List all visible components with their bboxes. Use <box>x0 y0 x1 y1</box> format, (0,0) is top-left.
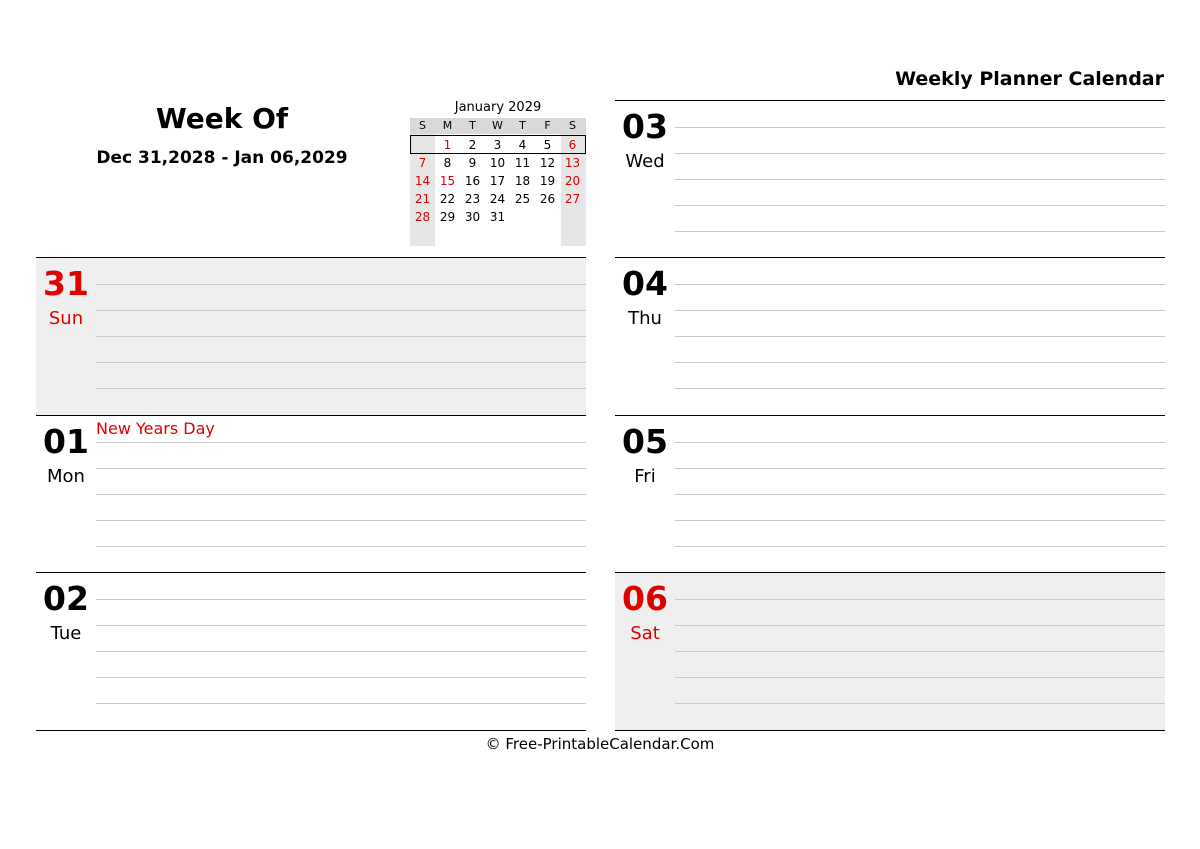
note-line[interactable] <box>675 703 1165 704</box>
note-line[interactable] <box>96 362 586 363</box>
day-block-sat <box>615 572 1165 731</box>
day-name: Fri <box>634 466 656 487</box>
mini-date-cell: 25 <box>514 192 531 206</box>
mini-date-cell: 12 <box>539 156 556 170</box>
note-line[interactable] <box>96 336 586 337</box>
note-line[interactable] <box>675 205 1165 206</box>
mini-date-cell: 28 <box>414 210 431 224</box>
note-line[interactable] <box>96 310 586 311</box>
mini-date-cell: 14 <box>414 174 431 188</box>
mini-calendar-title: January 2029 <box>454 100 542 115</box>
day-number: 01 <box>43 422 89 461</box>
mini-calendar <box>410 98 586 246</box>
note-line[interactable] <box>675 336 1165 337</box>
day-block-wed <box>615 100 1165 258</box>
note-line[interactable] <box>675 388 1165 389</box>
note-line[interactable] <box>675 625 1165 626</box>
day-number: 06 <box>622 579 668 618</box>
left-bottom-divider <box>36 730 586 731</box>
mini-date-cell: 11 <box>514 156 531 170</box>
day-block-thu <box>615 257 1165 415</box>
holiday-label: New Years Day <box>96 419 215 438</box>
note-line[interactable] <box>675 520 1165 521</box>
mini-date-cell: 13 <box>564 156 581 170</box>
mini-weekday-label: S <box>569 119 576 132</box>
note-line[interactable] <box>96 284 586 285</box>
day-name: Thu <box>628 308 662 329</box>
day-block-fri <box>615 415 1165 573</box>
note-line[interactable] <box>96 625 586 626</box>
note-line[interactable] <box>675 494 1165 495</box>
note-line[interactable] <box>96 599 586 600</box>
mini-date-cell: 10 <box>489 156 506 170</box>
mini-date-cell: 2 <box>468 138 477 152</box>
footer-credit: © Free-PrintableCalendar.Com <box>485 735 715 753</box>
note-line[interactable] <box>675 599 1165 600</box>
mini-date-cell: 17 <box>489 174 506 188</box>
right-bottom-divider <box>615 730 1165 731</box>
mini-date-cell: 18 <box>514 174 531 188</box>
mini-weekday-label: S <box>419 119 426 132</box>
day-number: 05 <box>622 422 668 461</box>
mini-date-cell: 26 <box>539 192 556 206</box>
mini-weekday-label: T <box>469 119 476 132</box>
note-line[interactable] <box>675 153 1165 154</box>
week-range: Dec 31,2028 - Jan 06,2029 <box>96 148 348 168</box>
mini-date-cell: 3 <box>493 138 502 152</box>
note-line[interactable] <box>675 310 1165 311</box>
day-name: Tue <box>50 623 82 644</box>
mini-date-cell: 27 <box>564 192 581 206</box>
week-of-heading: Week Of <box>155 102 289 135</box>
mini-date-cell: 31 <box>489 210 506 224</box>
mini-date-cell: 7 <box>418 156 427 170</box>
day-number: 02 <box>43 579 89 618</box>
day-number: 04 <box>622 264 668 303</box>
note-line[interactable] <box>675 677 1165 678</box>
note-line[interactable] <box>96 388 586 389</box>
planner-title: Weekly Planner Calendar <box>895 68 1164 90</box>
note-line[interactable] <box>96 703 586 704</box>
mini-date-cell: 4 <box>518 138 527 152</box>
day-name: Sat <box>630 623 660 644</box>
day-block-mon <box>36 415 586 573</box>
mini-date-cell: 6 <box>568 138 577 152</box>
mini-date-cell: 15 <box>439 174 456 188</box>
mini-date-cell: 8 <box>443 156 452 170</box>
note-line[interactable] <box>675 179 1165 180</box>
mini-weekday-label: F <box>544 119 551 132</box>
day-number: 31 <box>43 264 89 303</box>
mini-date-cell: 23 <box>464 192 481 206</box>
day-name: Wed <box>625 151 665 172</box>
note-line[interactable] <box>96 651 586 652</box>
note-line[interactable] <box>96 468 586 469</box>
day-name: Mon <box>47 466 85 487</box>
note-line[interactable] <box>675 546 1165 547</box>
day-name: Sun <box>48 308 84 329</box>
mini-date-cell: 9 <box>468 156 477 170</box>
mini-date-cell: 24 <box>489 192 506 206</box>
note-line[interactable] <box>96 546 586 547</box>
mini-date-cell: 1 <box>443 138 452 152</box>
mini-date-cell: 19 <box>539 174 556 188</box>
note-line[interactable] <box>96 442 586 443</box>
note-line[interactable] <box>96 494 586 495</box>
day-block-sun <box>36 257 586 415</box>
note-line[interactable] <box>675 442 1165 443</box>
mini-weekday-label: T <box>519 119 526 132</box>
day-block-tue <box>36 572 586 730</box>
mini-date-cell: 16 <box>464 174 481 188</box>
note-line[interactable] <box>96 677 586 678</box>
note-line[interactable] <box>675 127 1165 128</box>
day-number: 03 <box>622 107 668 146</box>
mini-date-cell: 21 <box>414 192 431 206</box>
note-line[interactable] <box>675 651 1165 652</box>
note-line[interactable] <box>96 520 586 521</box>
mini-weekday-label: W <box>492 119 503 132</box>
mini-date-cell: 20 <box>564 174 581 188</box>
mini-date-cell: 22 <box>439 192 456 206</box>
mini-weekday-label: M <box>442 119 453 132</box>
note-line[interactable] <box>675 231 1165 232</box>
mini-date-cell: 30 <box>464 210 481 224</box>
mini-date-cell: 29 <box>439 210 456 224</box>
note-line[interactable] <box>675 284 1165 285</box>
note-line[interactable] <box>675 362 1165 363</box>
note-line[interactable] <box>675 468 1165 469</box>
mini-date-cell: 5 <box>543 138 552 152</box>
